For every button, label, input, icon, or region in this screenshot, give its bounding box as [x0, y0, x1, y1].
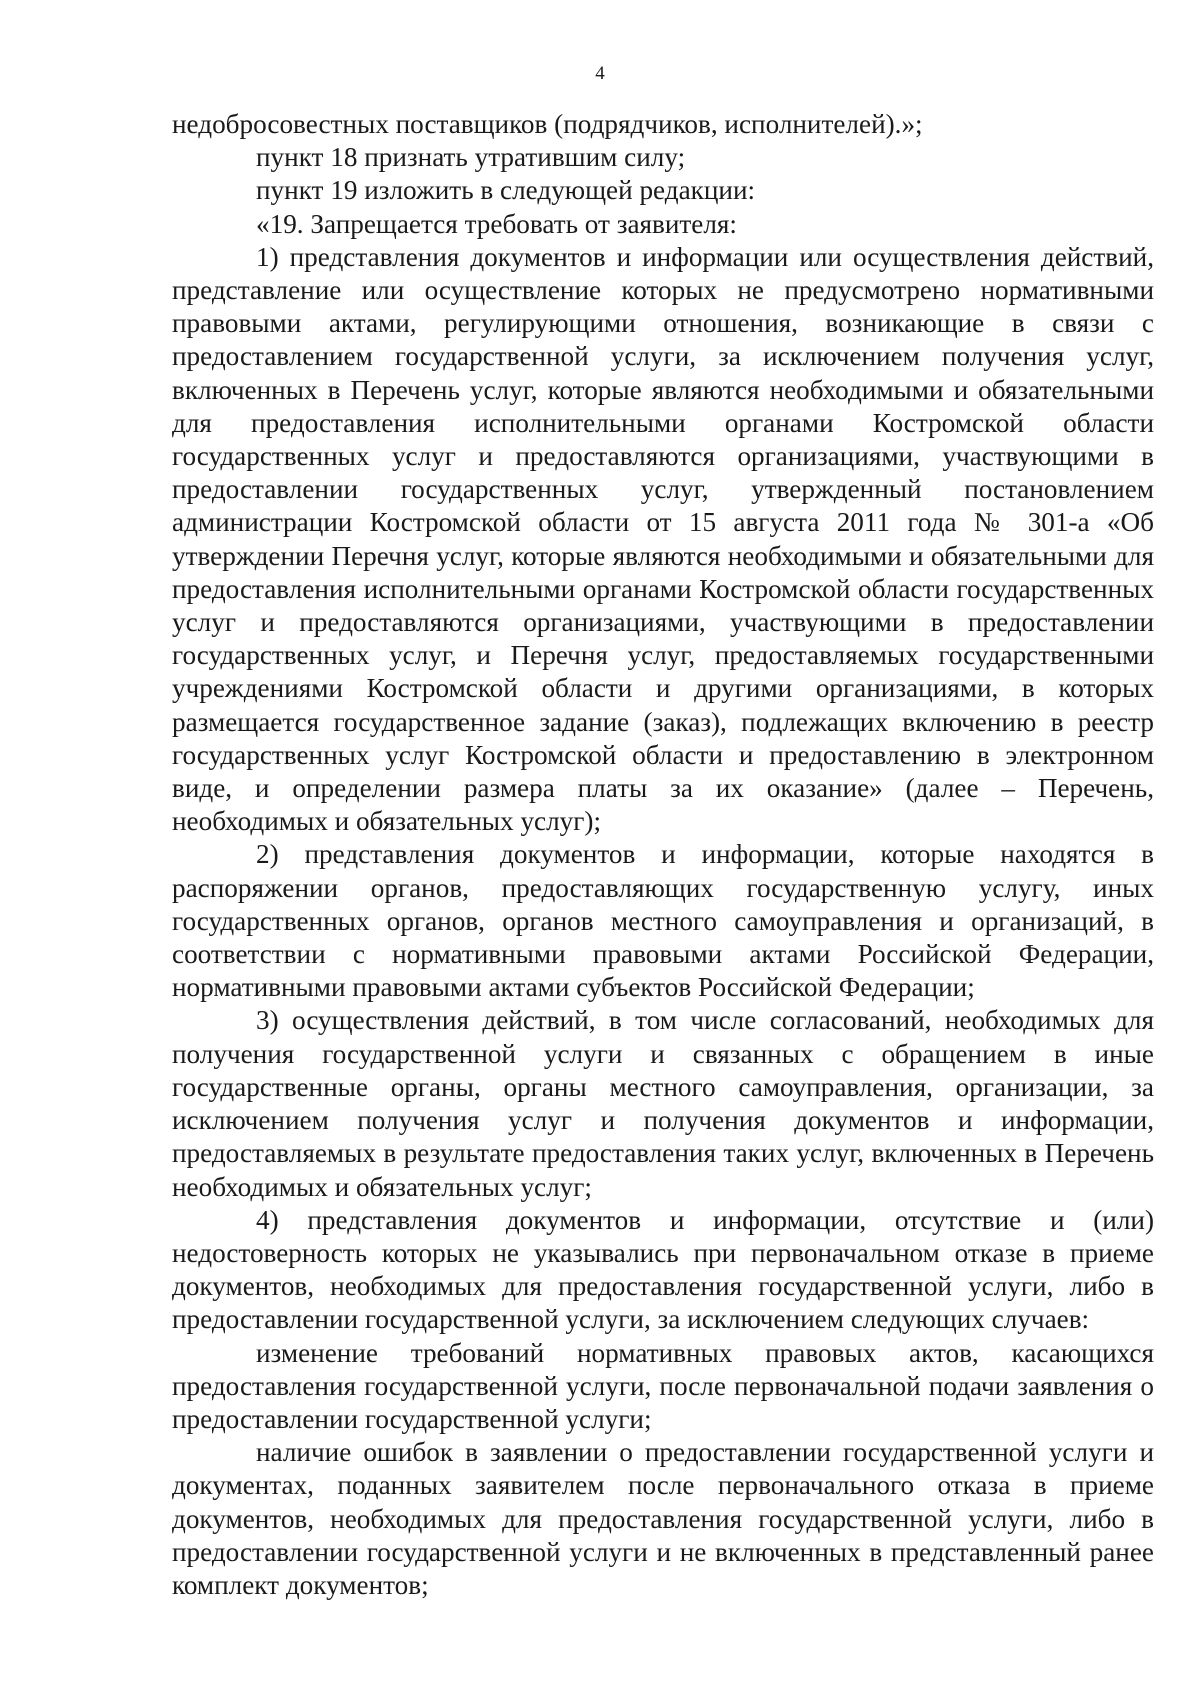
paragraph-subitem-2: 2) представления документов и информации, которые находятся в распоряжении органов, предоставляющих государственную услугу, иных государственных органов, органов местного самоуправления и организаций, в соответствии с нормативными правовыми актами Российской Федерации, нормативными правовыми актами субъектов Российской Федерации;: [172, 839, 1154, 1003]
paragraph-item-18: пункт 18 признать утратившим силу;: [256, 142, 686, 173]
paragraph-item-19-heading: «19. Запрещается требовать от заявителя:: [256, 208, 737, 239]
paragraph-subitem-1: 1) представления документов и информации или осуществления действий, представление или осуществление которых не предусмотрено нормативными правовыми актами, регулирующими отношения, возникающие в связи с предоставлением государственной услуги, за исключением получения услуг, включенных в Перечень услуг, которые являются необходимыми и обязательными для предоставления исполнительными органами Костромской области государственных услуг и предоставляются организациями, участвующими в предоставлении государственных услуг, утвержденный постановлением администрации Костромской области от 15 августа 2011 года № 301-а «Об утверждении Перечня услуг, которые являются необходимыми и обязательными для предоставления исполнительными органами Костромской области государственных услуг и предоставляются организациями, участвующими в предоставлении государственных услуг, и Перечня услуг, предоставляемых государственными учреждениями Костромской области и другими организациями, в которых размещается государственное задание (заказ), подлежащих включению в реестр государственных услуг Костромской области и предоставлению в электронном виде, и определении размера платы за их оказание» (далее – Перечень, необходимых и обязательных услуг);: [172, 241, 1154, 837]
paragraph-subitem-3: 3) осуществления действий, в том числе согласований, необходимых для получения государственной услуги и связанных с обращением в иные государственные органы, органы местного самоуправления, организации, за исключением получения услуг и получения документов и информации, предоставляемых в результате предоставления таких услуг, включенных в Перечень необходимых и обязательных услуг;: [172, 1005, 1154, 1202]
paragraph-continuation: недобросовестных поставщиков (подрядчиков, исполнителей).»;: [172, 109, 923, 139]
paragraph-exception-errors: наличие ошибок в заявлении о предоставлении государственной услуги и документах, поданных заявителем после первоначального отказа в приеме документов, необходимых для предоставления государственной услуги, либо в предоставлении государственной услуги и не включенных в представленный ранее комплект документов;: [172, 1437, 1154, 1600]
paragraph-exception-change-requirements: изменение требований нормативных правовых актов, касающихся предоставления государственной услуги, после первоначальной подачи заявления о предоставлении государственной услуги;: [172, 1337, 1154, 1434]
page-number: 4: [595, 63, 605, 84]
paragraph-item-19-intro: пункт 19 изложить в следующей редакции:: [256, 175, 756, 206]
paragraph-subitem-4: 4) представления документов и информации, отсутствие и (или) недостоверность которых не указывались при первоначальном отказе в приеме документов, необходимых для предоставления государственной услуги, либо в предоставлении государственной услуги, за исключением следующих случаев:: [172, 1204, 1154, 1335]
document-body: [172, 108, 1154, 1602]
